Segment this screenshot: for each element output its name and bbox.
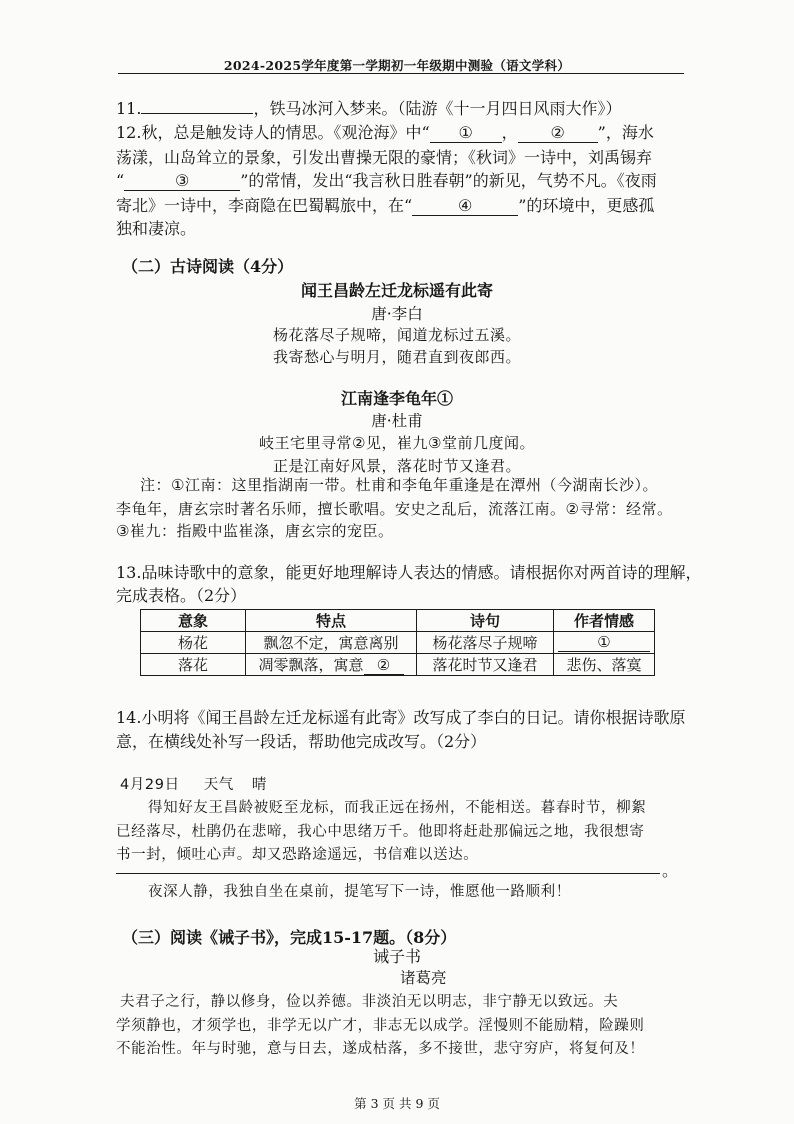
table-cell-verse: 杨花落尽子规啼 <box>417 632 554 654</box>
poem-notes-line-1: 注：①江南：这里指湖南一带。杜甫和李龟年重逢是在潭州（今湖南长沙）。 <box>140 476 658 494</box>
q13-table <box>140 609 655 676</box>
q12-line-1 <box>116 122 654 144</box>
q12-line-4 <box>116 195 654 217</box>
q12-line-3 <box>116 170 657 192</box>
diary-header <box>120 773 267 794</box>
question-11 <box>116 98 621 120</box>
q11-answer-blank[interactable] <box>141 99 253 114</box>
q12-blank-2[interactable]: ② <box>518 124 598 143</box>
page-number: 第 3 页 共 9 页 <box>354 1096 440 1111</box>
table-cell-emotion: 悲伤、落寞 <box>554 654 655 676</box>
table-header: 意象 <box>141 610 246 632</box>
text-line-2: 学须静也，才须学也，非学无以广才，非志无以成学。淫慢则不能励精，险躁则 <box>116 1018 645 1034</box>
q12-blank-1[interactable]: ① <box>430 124 502 143</box>
q12-text-b: ”，海水 <box>597 123 654 142</box>
table-row <box>141 654 655 676</box>
q11-text: ，铁马冰河入梦来。（陆游《十一月四日风雨大作》） <box>253 99 622 118</box>
poem-notes-line-2: 李龟年，唐玄宗时著名乐师，擅长歌唱。安史之乱后，流落江南。②寻常：经常。 <box>116 500 673 518</box>
table-row <box>141 632 655 654</box>
q12-comma: ， <box>501 123 518 142</box>
poem-1-line-1: 杨花落尽子规啼，闻道龙标过五溪。 <box>272 326 521 344</box>
q12-blank-4[interactable]: ④ <box>412 197 518 216</box>
q12-text-d: 寄北》一诗中，李商隐在巴蜀羁旅中，在“ <box>116 196 413 215</box>
header-rule <box>118 73 684 74</box>
poem-2-line-1: 岐王宅里寻常②见，崔九③堂前几度闻。 <box>259 434 535 452</box>
table-cell-image: 落花 <box>141 654 246 676</box>
table-header-row <box>141 610 655 632</box>
table-cell-emotion[interactable] <box>554 632 655 654</box>
table-header: 诗句 <box>417 610 554 632</box>
page-header-title: 2024-2025学年度第一学期初一年级期中测验（语文学科） <box>223 58 571 73</box>
q14-line-2: 意，在横线处补写一段话，帮助他完成改写。（2分） <box>116 732 487 751</box>
section-2-heading: （二）古诗阅读（4分） <box>122 257 294 276</box>
feature-text: 凋零飘落，寓意 <box>258 656 364 674</box>
poem-2-author: 唐·杜甫 <box>371 412 423 430</box>
table-cell-image: 杨花 <box>141 632 246 654</box>
q12-text-a: 12.秋，总是触发诗人的情思。《观沧海》中“ <box>116 123 430 142</box>
poem-2-line-2: 正是江南好风景，落花时节又逢君。 <box>272 457 521 475</box>
q12-text-c: ”的常情，发出“我言秋日胜春朝”的新见，气势不凡。《夜雨 <box>240 171 657 190</box>
poem-2-title: 江南逢李龟年① <box>340 389 453 408</box>
diary-weather-label: 天气 <box>203 777 234 793</box>
q13-blank-1[interactable]: ① <box>558 634 650 652</box>
table-header: 特点 <box>246 610 417 632</box>
text-line-3: 不能治性。年与时驰，意与日去，遂成枯落，多不接世，悲守穷庐，将复何及！ <box>116 1041 645 1057</box>
diary-weather: 晴 <box>251 777 267 793</box>
text-title: 诫子书 <box>372 947 421 966</box>
q13-line-1: 13.品味诗歌中的意象，能更好地理解诗人表达的情感。请根据你对两首诗的理解， <box>116 563 702 582</box>
q13-blank-2[interactable]: ② <box>364 656 404 675</box>
text-author: 诸葛亮 <box>400 969 447 987</box>
q12-text-e: ”的环境中，更感孤 <box>518 196 655 215</box>
diary-line-3: 书一封，倾吐心声。却又恐路途遥远，书信难以送达。 <box>116 847 479 863</box>
poem-1-title: 闻王昌龄左迁龙标遥有此寄 <box>300 281 493 300</box>
q11-number: 11. <box>116 99 142 118</box>
text-line-1: 夫君子之行，静以修身，俭以养德。非淡泊无以明志，非宁静无以致远。夫 <box>120 994 619 1010</box>
table-cell-feature: 飘忽不定，寓意离别 <box>246 632 417 654</box>
poem-1-author: 唐·李白 <box>371 305 423 323</box>
diary-date: 4月29日 <box>120 777 180 793</box>
q13-line-2: 完成表格。（2分） <box>116 586 247 605</box>
table-header: 作者情感 <box>554 610 655 632</box>
diary-end-mark: 。 <box>662 861 679 880</box>
poem-notes-line-3: ③崔九：指殿中监崔涤，唐玄宗的宠臣。 <box>116 522 394 540</box>
section-3-heading: （三）阅读《诫子书》，完成15-17题。（8分） <box>122 928 457 947</box>
q12-quote-open: “ <box>116 171 125 190</box>
q14-answer-blank[interactable] <box>116 873 660 874</box>
q14-line-1: 14.小明将《闻王昌龄左迁龙标遥有此寄》改写成了李白的日记。请你根据诗歌原 <box>116 708 686 727</box>
diary-last-line: 夜深人静，我独自坐在桌前，提笔写下一诗，惟愿他一路顺利！ <box>148 884 571 900</box>
table-cell-verse: 落花时节又逢君 <box>417 654 554 676</box>
table-cell-feature <box>246 654 417 676</box>
diary-line-2: 已经落尽，杜鹃仍在悲啼，我心中思绪万千。他即将赶赴那偏远之地，我很想寄 <box>116 824 645 840</box>
diary-line-1: 得知好友王昌龄被贬至龙标，而我正远在扬州，不能相送。暮春时节，柳絮 <box>148 800 647 816</box>
q12-line-5: 独和凄凉。 <box>116 219 197 238</box>
q12-blank-3[interactable]: ③ <box>124 172 240 191</box>
q12-line-2: 荡漾，山岛耸立的景象，引发出曹操无限的豪情；《秋词》一诗中，刘禹锡弃 <box>116 148 653 167</box>
poem-1-line-2: 我寄愁心与明月，随君直到夜郎西。 <box>272 348 521 366</box>
